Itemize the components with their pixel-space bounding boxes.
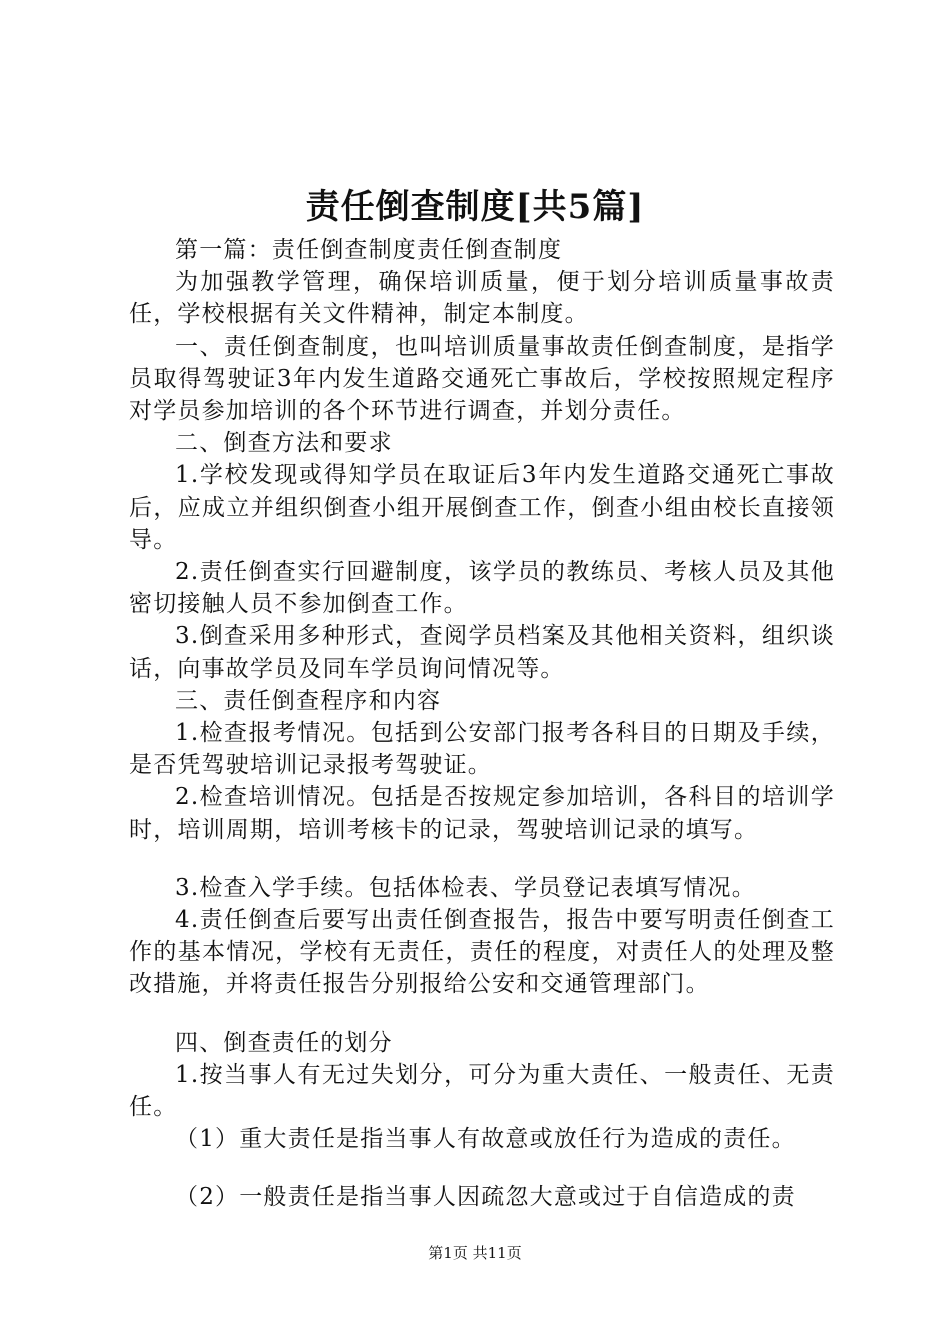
paragraph-heading-first-article: 第一篇：责任倒查制度责任倒查制度 [175, 237, 563, 263]
paragraph-section-one: 一、责任倒查制度，也叫培训质量事故责任倒查制度，是指学员取得驾驶证3年内发生道路交通死亡事故后，学校按照规定程序对学员参加培训的各个环节进行调查，并划分责任。 [129, 333, 835, 425]
paragraph-item-4-1-2: （2）一般责任是指当事人因疏忽大意或过于自信造成的责 [175, 1184, 796, 1211]
paragraph-intro: 为加强教学管理，确保培训质量，便于划分培训质量事故责任，学校根据有关文件精神，制定本制度。 [129, 269, 835, 328]
document-title: 责任倒查制度[共5篇] [305, 187, 645, 227]
document-body [129, 234, 835, 1214]
paragraph-item-3-4: 4.责任倒查后要写出责任倒查报告，报告中要写明责任倒查工作的基本情况，学校有无责任，责任的程度，对责任人的处理及整改措施，并将责任报告分别报给公安和交通管理部门。 [129, 907, 835, 998]
paragraph-item-2-1: 1.学校发现或得知学员在取证后3年内发生道路交通死亡事故后，应成立并组织倒查小组开展倒查工作，倒查小组由校长直接领导。 [129, 462, 835, 553]
paragraph-section-two-heading: 二、倒查方法和要求 [175, 430, 393, 457]
paragraph-item-4-1-1: （1）重大责任是指当事人有故意或放任行为造成的责任。 [175, 1126, 796, 1153]
paragraph-section-four-heading: 四、倒查责任的划分 [175, 1029, 393, 1056]
paragraph-item-3-2: 2.检查培训情况。包括是否按规定参加培训，各科目的培训学时，培训周期，培训考核卡的记录，驾驶培训记录的填写。 [129, 784, 835, 843]
paragraph-section-three-heading: 三、责任倒查程序和内容 [175, 687, 442, 714]
paragraph-item-3-1: 1.检查报考情况。包括到公安部门报考各科目的日期及手续，是否凭驾驶培训记录报考驾驶证。 [129, 720, 835, 779]
paragraph-item-3-3: 3.检查入学手续。包括体检表、学员登记表填写情况。 [175, 874, 756, 901]
paragraph-item-4-1: 1.按当事人有无过失划分，可分为重大责任、一般责任、无责任。 [129, 1061, 835, 1121]
page-number-footer: 第1页 共11页 [428, 1244, 522, 1262]
paragraph-item-2-2: 2.责任倒查实行回避制度，该学员的教练员、考核人员及其他密切接触人员不参加倒查工作。 [129, 559, 835, 618]
paragraph-item-2-3: 3.倒查采用多种形式，查阅学员档案及其他相关资料，组织谈话，向事故学员及同车学员询问情况等。 [129, 623, 835, 682]
